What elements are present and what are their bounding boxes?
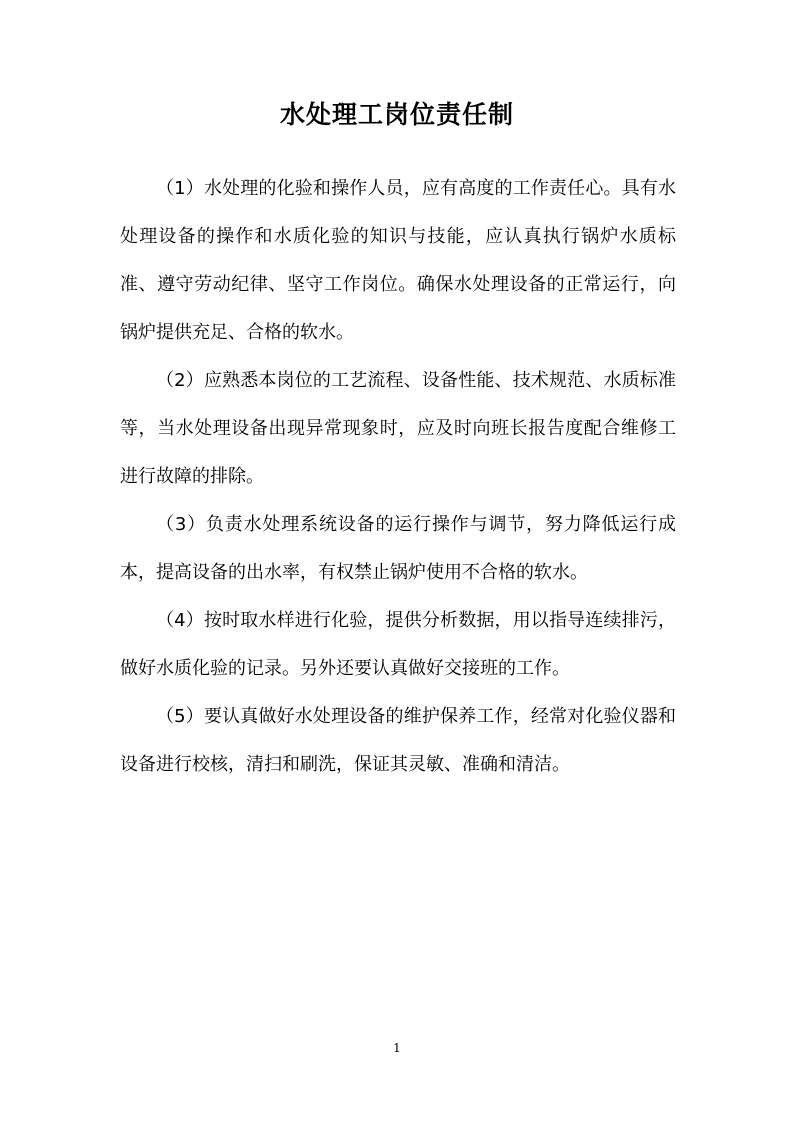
paragraph-2: （2）应熟悉本岗位的工艺流程、设备性能、技术规范、水质标准等，当水处理设备出现异常现象时，应及时向班长报告度配合维修工进行故障的排除。 (120, 370, 676, 487)
paragraph-3: （3）负责水处理系统设备的运行操作与调节，努力降低运行成本，提高设备的出水率，有权禁止锅炉使用不合格的软水。 (120, 514, 676, 583)
page-title: 水处理工岗位责任制 (279, 100, 514, 129)
paragraph-1: （1）水处理的化验和操作人员，应有高度的工作责任心。具有水处理设备的操作和水质化验的知识与技能，应认真执行锅炉水质标准、遵守劳动纪律、坚守工作岗位。确保水处理设备的正常运行，向锅炉提供充足、合格的软水。 (120, 178, 676, 343)
paragraph-4: （4）按时取水样进行化验，提供分析数据，用以指导连续排污，做好水质化验的记录。另外还要认真做好交接班的工作。 (120, 610, 676, 679)
document-body (120, 165, 676, 789)
paragraph-5: （5）要认真做好水处理设备的维护保养工作，经常对化验仪器和设备进行校核，清扫和刷洗，保证其灵敏、准确和清洁。 (120, 706, 676, 775)
page-number: 1 (393, 1041, 401, 1055)
